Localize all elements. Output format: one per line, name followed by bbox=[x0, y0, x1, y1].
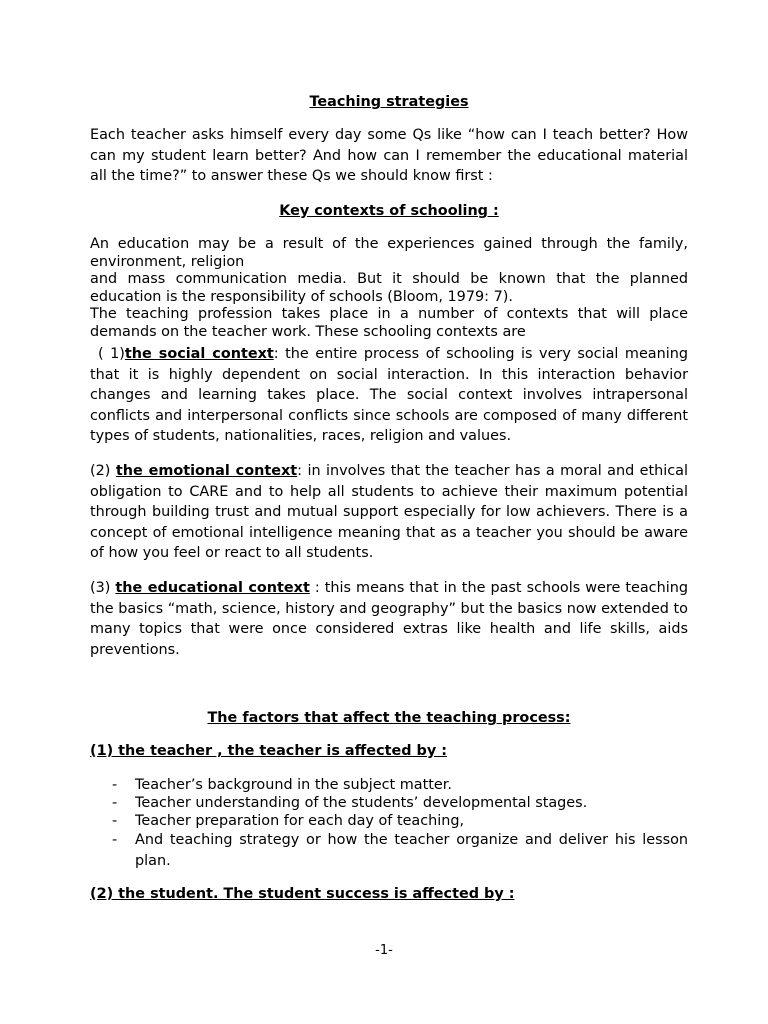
dash-bullet: - bbox=[112, 832, 118, 848]
context-name: the social context bbox=[124, 346, 274, 362]
factors-heading: The factors that affect the teaching process: bbox=[207, 710, 571, 726]
education-line-1: An education may be a result of the experiences gained through the family, environment, religion bbox=[90, 236, 688, 270]
teacher-factors-list bbox=[90, 776, 688, 871]
list-item: - Teacher’s background in the subject matter. bbox=[112, 777, 452, 793]
teacher-heading: (1) the teacher , the teacher is affected by : bbox=[90, 743, 447, 759]
list-item: - Teacher understanding of the students’ developmental stages. bbox=[112, 795, 588, 811]
education-line-3: The teaching profession takes place in a number of contexts that will place demands on the teacher work. These schooling contexts are bbox=[90, 306, 688, 340]
context-text: : in involves that the teacher has a moral and ethical obligation to CARE and to help all students to achieve their maximum potential through building trust and mutual support especially for low achievers. There is a concept of emotional intelligence meaning that as a teacher you should be aware of how you feel or react to all students. bbox=[90, 463, 688, 562]
list-item: - And teaching strategy or how the teacher organize and deliver his lesson plan. bbox=[112, 832, 688, 869]
context-number: ( 1) bbox=[98, 346, 125, 362]
list-item: - Teacher preparation for each day of teaching, bbox=[112, 813, 465, 829]
key-contexts-heading: Key contexts of schooling : bbox=[279, 203, 499, 219]
social-context-paragraph bbox=[90, 344, 688, 447]
context-number: (3) bbox=[90, 580, 116, 596]
context-text: : this means that in the past schools were teaching the basics “math, science, history and geography” but the basics now extended to many topics that were once considered extras like health and life skills, aids preventions. bbox=[90, 580, 688, 658]
dash-bullet: - bbox=[112, 813, 118, 829]
student-heading: (2) the student. The student success is affected by : bbox=[90, 886, 515, 902]
dash-bullet: - bbox=[112, 795, 118, 811]
context-name: the emotional context bbox=[115, 463, 298, 479]
educational-context-paragraph bbox=[90, 578, 688, 660]
intro-paragraph: Each teacher asks himself every day some Qs like “how can I teach better? How can my student learn better? And how can I remember the educational material all the time?” to answer these Qs we should know first : bbox=[90, 127, 688, 185]
context-number: (2) bbox=[90, 463, 116, 479]
context-name: the educational context bbox=[115, 580, 310, 596]
emotional-context-paragraph bbox=[90, 461, 688, 564]
page-number: -1- bbox=[375, 943, 393, 958]
education-line-2: and mass communication media. But it should be known that the planned education is the responsibility of schools (Bloom, 1979: 7). bbox=[90, 271, 688, 305]
context-text: : the entire process of schooling is very social meaning that it is highly dependent on social interaction. In this interaction behavior changes and learning takes place. The social context involves intrapersonal conflicts and interpersonal conflicts since schools are composed of many different types of students, nationalities, races, religion and values. bbox=[90, 346, 688, 445]
document-title: Teaching strategies bbox=[309, 94, 469, 110]
dash-bullet: - bbox=[112, 777, 118, 793]
education-paragraph bbox=[90, 236, 688, 341]
